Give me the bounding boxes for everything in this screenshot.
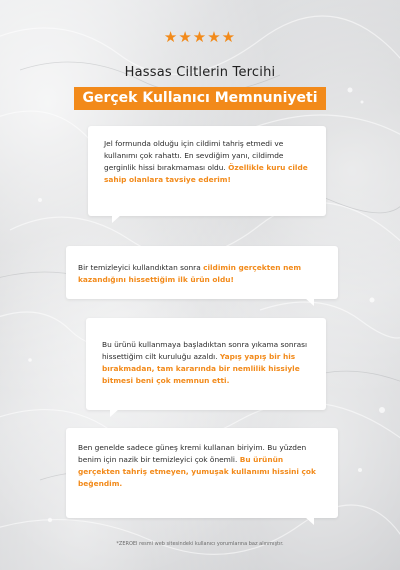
review-card-3 [86, 318, 326, 410]
speech-bubble-tail [305, 298, 314, 306]
review-card-2 [66, 246, 338, 299]
review-highlight: Bu ürünün gerçekten tahriş etmeyen, yumuşak kullanımı hissini çok beğendim. [78, 455, 316, 488]
review-card-4 [66, 428, 338, 518]
review-text: Ben genelde sadece güneş kremi kullanan biriyim. Bu yüzden benim için nazik bir temizleyici çok önemli. [78, 443, 307, 464]
speech-bubble-tail [305, 517, 314, 525]
review-card-1 [88, 126, 326, 216]
footnote: *ZEROEI resmi web sitesindeki kullanıcı yorumlarına baz alınmıştır. [116, 541, 284, 547]
review-highlight: Özellikle kuru cilde sahip olanlara tavsiye ederim! [104, 163, 308, 184]
review-highlight: cildimin gerçekten nem kazandığını hissettiğim ilk ürün oldu! [78, 263, 302, 284]
speech-bubble-tail [110, 409, 119, 417]
review-text: Bir temizleyici kullandıktan sonra [78, 263, 204, 272]
review-highlight: Yapış yapış bir his bırakmadan, tam kararında bir nemlilik hissiyle bitmesi beni çok memnun etti. [102, 352, 300, 385]
speech-bubble-tail [112, 215, 121, 223]
page-subtitle: Hassas Ciltlerin Tercihi [124, 65, 276, 80]
review-text: Jel formunda olduğu için cildimi tahriş etmedi ve kullanımı çok rahattı. En sevdiğim yanı, cildimde gerginlik hissi bırakmaması oldu. [104, 139, 284, 172]
page-title: Gerçek Kullanıcı Memnuniyeti [74, 87, 325, 110]
rating-stars: ★★★★★ [163, 28, 237, 46]
review-text: Bu ürünü kullanmaya başladıktan sonra yıkama sonrası hissettiğim cilt kuruluğu azaldı. [102, 340, 308, 361]
